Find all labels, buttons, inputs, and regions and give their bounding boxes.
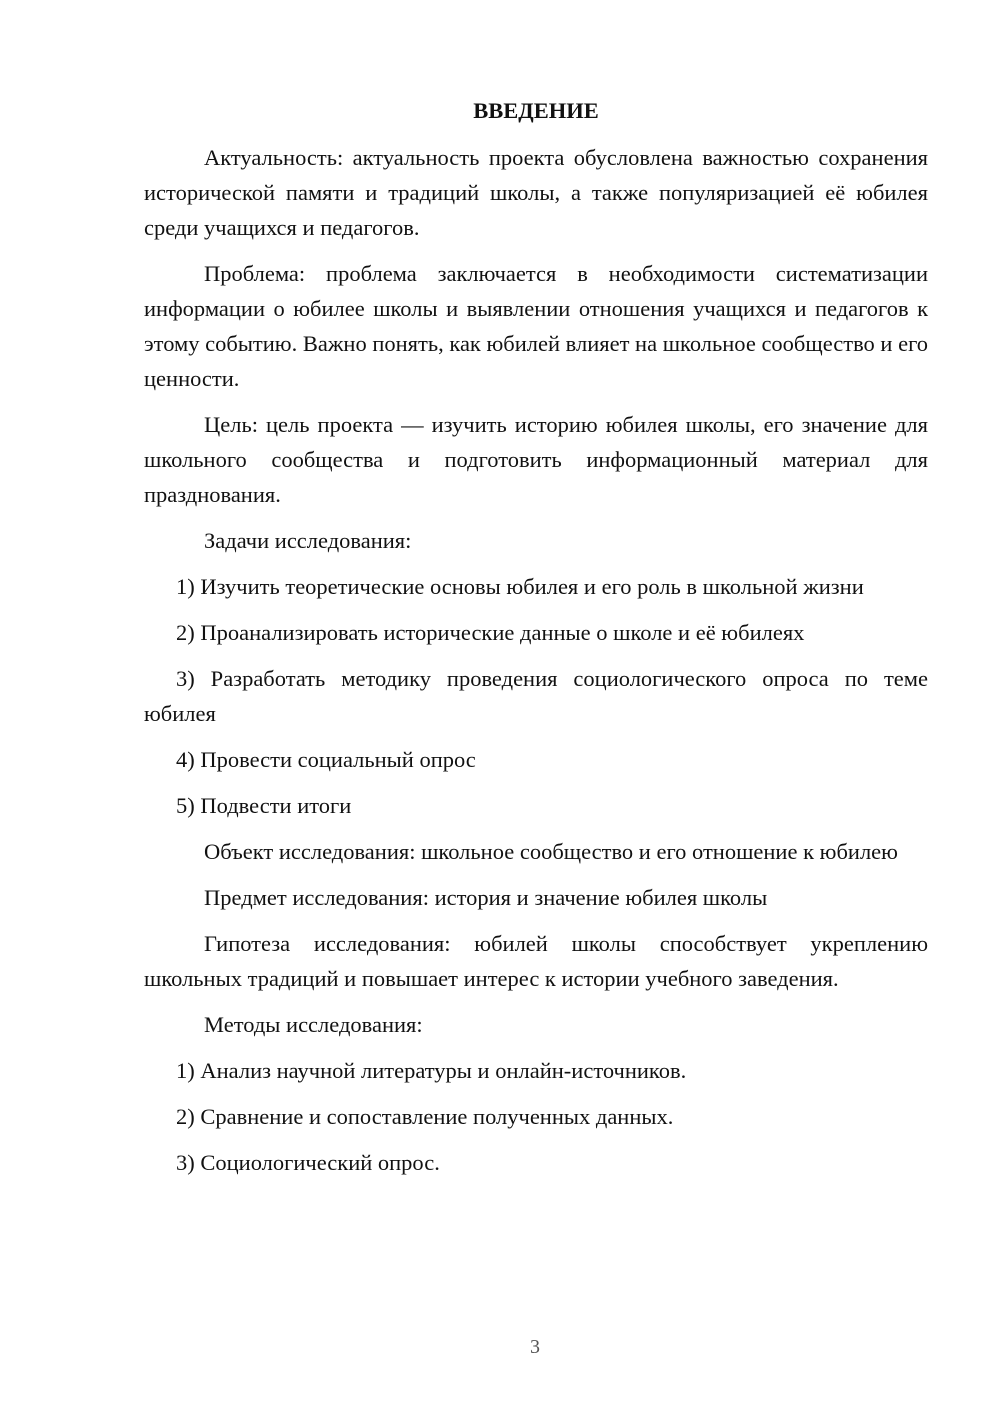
task-item-1: 1) Изучить теоретические основы юбилея и его роль в школьной жизни: [176, 574, 864, 599]
hypothesis-paragraph: Гипотеза исследования: юбилей школы способствует укреплению школьных традиций и повышает интерес к истории учебного заведения.: [144, 931, 928, 991]
object-paragraph: Объект исследования: школьное сообщество и его отношение к юбилею: [204, 839, 898, 864]
goal-paragraph: Цель: цель проекта — изучить историю юбилея школы, его значение для школьного сообщества и подготовить информационный материал для празднования.: [144, 412, 928, 507]
method-item-1: 1) Анализ научной литературы и онлайн-источников.: [176, 1058, 687, 1083]
methods-title: Методы исследования:: [204, 1012, 423, 1037]
document-page: [144, 96, 928, 1191]
method-item-2: 2) Сравнение и сопоставление полученных данных.: [176, 1104, 674, 1129]
problem-paragraph: Проблема: проблема заключается в необходимости систематизации информации о юбилее школы и выявлении отношения учащихся и педагогов к этому событию. Важно понять, как юбилей влияет на школьное сообщество и его ценности.: [144, 261, 928, 391]
task-item-3: 3) Разработать методику проведения социологического опроса по теме юбилея: [144, 666, 928, 726]
section-heading: ВВЕДЕНИЕ: [473, 98, 599, 123]
method-item-3: 3) Социологический опрос.: [176, 1150, 440, 1175]
task-item-4: 4) Провести социальный опрос: [176, 747, 476, 772]
tasks-title: Задачи исследования:: [204, 528, 412, 553]
task-item-5: 5) Подвести итоги: [176, 793, 352, 818]
relevance-paragraph: Актуальность: актуальность проекта обусловлена важностью сохранения исторической памяти и традиций школы, а также популяризацией её юбилея среди учащихся и педагогов.: [144, 145, 928, 240]
task-item-2: 2) Проанализировать исторические данные о школе и её юбилеях: [176, 620, 805, 645]
subject-paragraph: Предмет исследования: история и значение юбилея школы: [204, 885, 768, 910]
page-number: 3: [530, 1336, 540, 1358]
